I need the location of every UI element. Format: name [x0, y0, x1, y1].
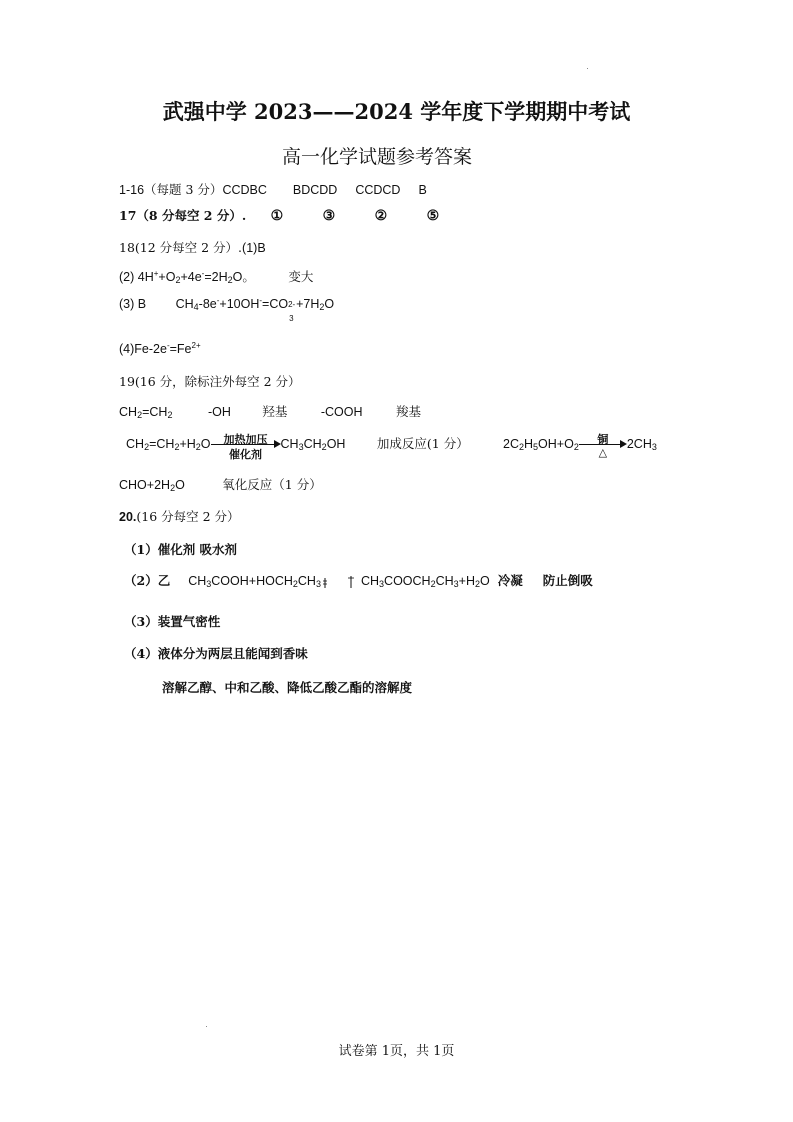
q20-answer-4: （4）液体分为两层且能闻到香味: [124, 646, 308, 661]
answer-row-1-16: [119, 180, 427, 198]
q19-type-1: 加成反应(1 分）: [376, 436, 469, 452]
reaction-arrow: 加热加压 催化剂: [211, 432, 281, 458]
q19-cooh: -COOH: [320, 405, 363, 419]
q19-equation-1: $CH_2=CH_2+H_2O$ 加热加压 催化剂 $CH_3CH_2OH$ 加成反应(1 分）: [126, 434, 469, 461]
q19-cooh-name: 羧基: [396, 404, 422, 419]
q20-answer-1: （1）催化剂 吸水剂: [124, 542, 238, 557]
scan-speck: [206, 1026, 207, 1027]
q20-answer-3: （3）装置气密性: [124, 614, 221, 629]
q19-equation-2-cont: $CHO+2H_2O$ 氧化反应（1 分）: [119, 477, 322, 493]
q17-answer: ①: [270, 208, 284, 224]
q20-answer-2-cond: 冷凝: [497, 573, 523, 588]
q19-answer-row-1: $CH_2=CH_2$ -OH 羟基 -COOH 羧基: [119, 404, 422, 420]
q20-answer-2-prevent: 防止倒吸: [542, 573, 593, 588]
reversible-arrow: [321, 575, 339, 589]
reaction-arrow: 铜 △: [579, 432, 627, 458]
page-subtitle: 高一化学试题参考答案: [282, 146, 473, 168]
q17-answer: ⑤: [426, 208, 440, 224]
q17-answer: ③: [322, 208, 336, 224]
q1-16-group: BDCDD: [292, 183, 338, 197]
scan-speck: [587, 68, 588, 69]
page-footer: 试卷第 1页，共 1页: [338, 1044, 455, 1059]
answer-row-17: [119, 206, 451, 224]
page-title: 武强中学 2023——2024 学年度下学期期中考试: [162, 99, 631, 124]
q20-answer-2: （2）乙 $CH_3COOH+HOCH_2CH_3$ $CH_3COOCH_2CH_3+H_2O$ 冷凝 防止倒吸: [124, 573, 593, 589]
q19-equation-2: $2C_2H_5OH+O_2$ 铜 △ $2CH_3$: [503, 434, 657, 459]
q17-label: 17（8 分每空 2 分）.: [119, 208, 247, 223]
q1-16-group: CCDCD: [355, 183, 401, 197]
q18-header: 18(12 分每空 2 分）.(1)B: [119, 240, 266, 255]
q19-header: 19(16 分，除标注外每空 2 分）: [119, 374, 301, 389]
q18-answer-1: (1)B: [242, 241, 266, 255]
q20-answer-5: 溶解乙醇、中和乙酸、降低乙酸乙酯的溶解度: [162, 680, 413, 695]
q18-answer-2: (2) $4H^++O_2+4e^-=2H_2O$。 变大: [119, 269, 314, 285]
q1-16-label: 1-16: [119, 183, 145, 197]
q20-header: 20.(16 分每空 2 分）: [119, 509, 240, 524]
q18-answer-2-extra: 变大: [288, 269, 314, 284]
q19-oh: -OH: [207, 405, 231, 419]
q1-16-group: B: [418, 183, 427, 197]
q17-answer: ②: [374, 208, 388, 224]
q1-16-group: CCDBC: [222, 183, 267, 197]
q1-16-note: （每题 3 分）: [144, 182, 223, 197]
q18-answer-4: $(4)Fe-2e^-=Fe^{2+}$: [119, 341, 201, 356]
q18-answer-3: (3) B $CH_4-8e^-+10OH^-=CO$ 2- 3 $+7H_2O$: [119, 296, 335, 323]
q19-oh-name: 羟基: [262, 404, 288, 419]
q19-type-2: 氧化反应（1 分）: [222, 477, 322, 492]
